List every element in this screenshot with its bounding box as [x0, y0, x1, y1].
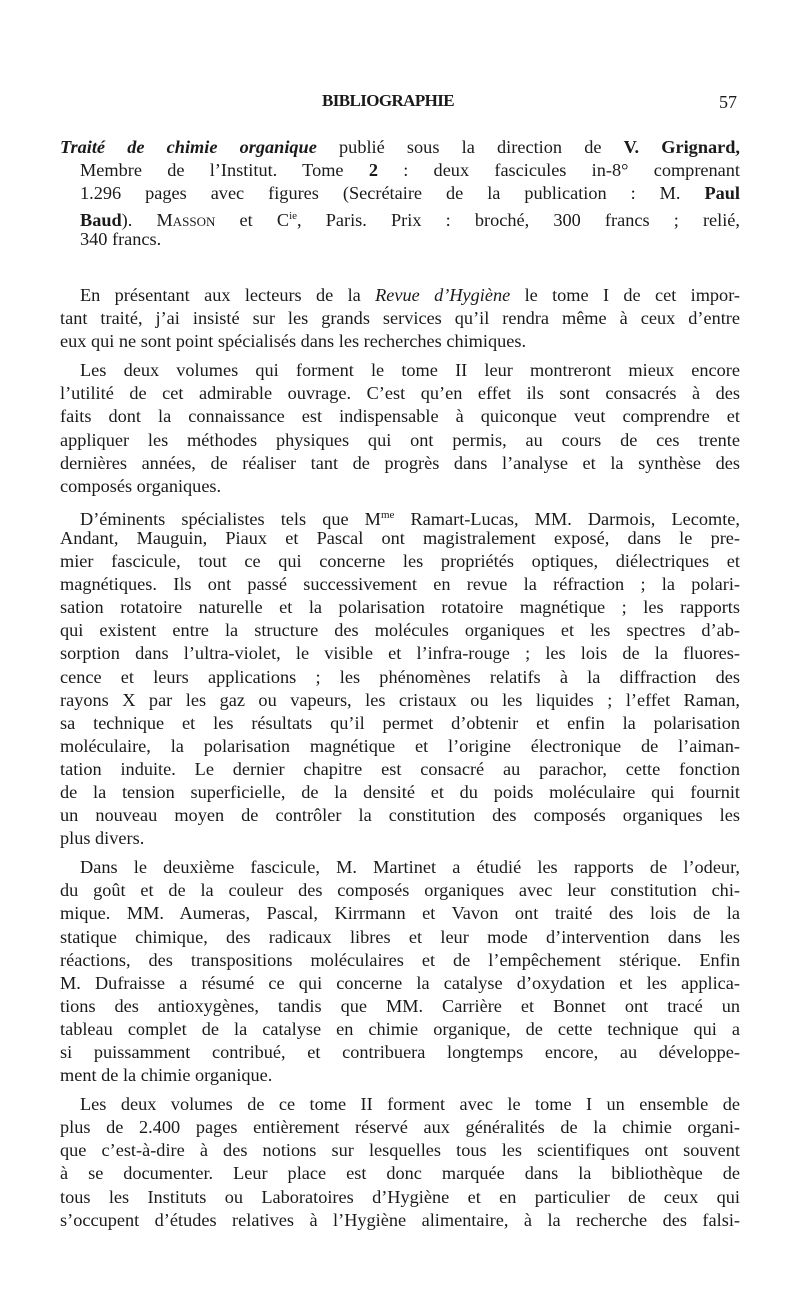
text-line: mier fascicule, tout ce qui concerne les propriétés optiques, diélectriques et	[60, 551, 740, 572]
text-line: qui existent entre la structure des molécules organiques et les spectres d’ab-	[60, 620, 740, 641]
entry-line-3: 1.296 pages avec figures (Secrétaire de la publication : M. Paul	[80, 183, 740, 204]
entry-line-4: Baud). Masson et $C^{ie}$, Paris. Prix : broché, 300 francs ; relié,	[80, 210, 740, 231]
text-line: cence et leurs applications ; les phénomènes relatifs à la diffraction des	[60, 666, 740, 687]
publisher-name: Masson	[156, 210, 216, 231]
text-line: sa technique et les résultats qu’il permet d’obtenir et enfin la polarisation	[60, 712, 740, 733]
entry-line-2: Membre de l’Institut. Tome 2 : deux fascicules in-8° comprenant	[80, 160, 740, 181]
text-line: un nouveau moyen de contrôler la constitution des composés organiques les	[60, 805, 740, 826]
text-line: rayons X par les gaz ou vapeurs, les cristaux ou les liquides ; l’effet Raman,	[60, 689, 740, 710]
text-line: dernières années, de réaliser tant de progrès dans l’analyse et la synthèse des	[60, 452, 740, 473]
running-header: BIBLIOGRAPHIE	[322, 91, 455, 110]
text-line: plus de 2.400 pages entièrement réservé aux généralités de la chimie organi-	[60, 1117, 740, 1138]
book-title: Traité de chimie organique	[60, 137, 317, 157]
text-line: sorption dans l’ultra-violet, le visible et l’infra-rouge ; les lois de la fluores-	[60, 643, 740, 664]
text-line: de la tension superficielle, de la densité et du poids moléculaire qui fournit	[60, 781, 740, 802]
text-line: du goût et de la couleur des composés organiques avec leur constitution chi-	[60, 880, 740, 901]
text-line: M. Dufraisse a résumé ce qui concerne la catalyse d’oxydation et les applica-	[60, 972, 740, 993]
paragraph	[60, 359, 740, 498]
text-line: ment de la chimie organique.	[60, 1065, 273, 1086]
text-line: composés organiques.	[60, 475, 222, 496]
text-line: Les deux volumes de ce tome II forment avec le tome I un ensemble de	[80, 1094, 740, 1115]
text-line: plus divers.	[60, 828, 145, 849]
text-line: appliquer les méthodes physiques qui ont permis, au cours de ces trente	[60, 429, 740, 450]
text-line: à se documenter. Leur place est donc marquée dans la bibliothèque de	[60, 1163, 740, 1184]
text-line: En présentant aux lecteurs de la Revue d’Hygiène le tome I de cet impor-	[80, 285, 741, 305]
paragraph	[60, 1093, 740, 1232]
text-line: si puissamment contribué, et contribuera longtemps encore, au développe-	[60, 1042, 740, 1062]
editor-name: V. Grignard,	[623, 137, 740, 157]
paragraph	[60, 504, 740, 850]
text-line: Andant, Mauguin, Piaux et Pascal ont magistralement exposé, dans le pre-	[60, 527, 740, 548]
text-line: Dans le deuxième fascicule, M. Martinet a étudié les rapports de l’odeur,	[80, 857, 740, 878]
paragraph	[60, 284, 740, 353]
text-line: mique. MM. Aumeras, Pascal, Kirrmann et Vavon ont traité des lois de la	[60, 903, 740, 924]
text-line: tableau complet de la catalyse en chimie organique, de cette technique qui a	[60, 1018, 740, 1039]
text-line: tant traité, j’ai insisté sur les grands services qu’il rendra même à ceux d’entre	[60, 308, 740, 329]
page-number: 57	[719, 92, 737, 112]
text-line: s’occupent d’études relatives à l’Hygiène alimentaire, à la recherche des falsi-	[60, 1209, 740, 1230]
text-line: Les deux volumes qui forment le tome II leur montreront mieux encore	[80, 360, 740, 381]
entry-line-1: Traité de chimie organique publié sous la direction de V. Grignard,	[60, 137, 740, 157]
text-line: tions des antioxygènes, tandis que MM. Carrière et Bonnet ont tracé un	[60, 995, 740, 1016]
text-line: sation rotatoire naturelle et la polarisation rotatoire magnétique ; les rapports	[60, 597, 740, 618]
text-line: l’utilité de cet admirable ouvrage. C’est qu’en effet ils sont consacrés à des	[60, 383, 740, 404]
text-line: réactions, des transpositions moléculaires et de l’empêchement stérique. Enfin	[60, 949, 740, 970]
text-line: statique chimique, des radicaux libres et leur mode d’intervention dans les	[60, 926, 740, 947]
paragraph	[60, 856, 740, 1087]
text-line: que c’est-à-dire à des notions sur lesquelles tous les scientifiques ont souvent	[60, 1140, 740, 1161]
text-line: eux qui ne sont point spécialisés dans les recherches chimiques.	[60, 331, 527, 352]
review-body	[60, 284, 740, 1232]
text-line: magnétiques. Ils ont passé successivement en revue la réfraction ; la polari-	[60, 574, 740, 595]
bibliographic-entry	[60, 136, 740, 251]
text-line: faits dont la connaissance est indispensable à quiconque veut comprendre et	[60, 406, 740, 427]
text-line: tation induite. Le dernier chapitre est consacré au parachor, cette fonction	[60, 758, 740, 779]
entry-line-5: 340 francs.	[80, 229, 162, 250]
text-line: tous les Instituts ou Laboratoires d’Hygiène et en particulier de ceux qui	[60, 1186, 740, 1207]
text-line: D’éminents spécialistes tels que $M^{me}$ Ramart-Lucas, MM. Darmois, Lecomte,	[80, 508, 740, 529]
text-line: moléculaire, la polarisation magnétique et l’origine électronique de l’aiman-	[60, 735, 740, 756]
